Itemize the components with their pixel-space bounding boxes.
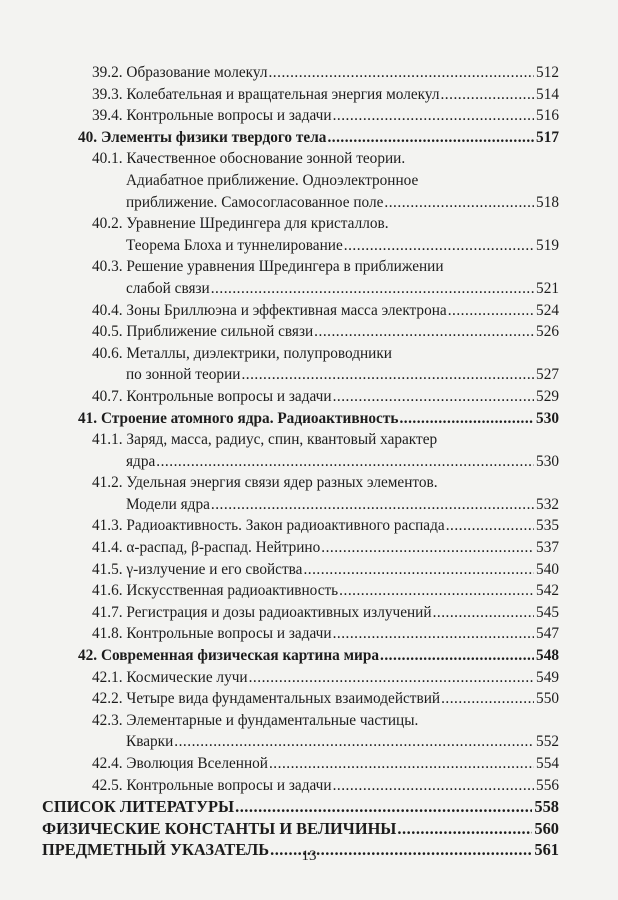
toc-page-number: 540 xyxy=(536,560,559,578)
toc-line xyxy=(0,796,618,818)
toc-page-number: 547 xyxy=(536,625,559,643)
toc-page-number: 529 xyxy=(536,387,559,405)
toc-section-entry xyxy=(0,321,618,343)
toc-section-entry xyxy=(0,515,618,537)
toc-page-number: 532 xyxy=(536,495,559,513)
dot-leader xyxy=(321,537,534,559)
dot-leader xyxy=(314,321,534,343)
dot-leader xyxy=(380,645,534,667)
toc-page-number: 530 xyxy=(536,452,559,470)
toc-entry-title: 42.1. Космические лучи xyxy=(92,668,248,686)
toc-page-number: 558 xyxy=(534,797,559,817)
toc-entry-title: 40.6. Металлы, диэлектрики, полупроводники xyxy=(92,344,392,362)
toc-line xyxy=(0,386,618,408)
toc-line xyxy=(0,213,618,235)
toc-page-number: 561 xyxy=(534,840,559,860)
toc-page-number: 549 xyxy=(536,668,559,686)
toc-entry-title: 40.5. Приближение сильной связи xyxy=(92,323,314,341)
toc-page-number: 524 xyxy=(536,301,559,319)
dot-leader xyxy=(235,796,532,818)
toc-entry-title: 40.4. Зоны Бриллюэна и эффективная масса электрона xyxy=(92,301,447,319)
dot-leader xyxy=(333,386,534,408)
toc-section-entry xyxy=(0,429,618,472)
toc-line xyxy=(0,818,618,840)
toc-entry-title: 40.1. Качественное обоснование зонной теории. xyxy=(92,150,406,168)
toc-line xyxy=(0,559,618,581)
toc-line xyxy=(0,451,618,473)
toc-entry-title: Модели ядра xyxy=(126,495,210,513)
toc-entry-title: 42. Современная физическая картина мира xyxy=(78,647,380,665)
table-of-contents xyxy=(0,62,618,861)
toc-entry-title: приближение. Самосогласованное поле xyxy=(126,193,384,211)
toc-entry-title: 40. Элементы физики твердого тела xyxy=(78,128,327,146)
toc-entry-title: ядра xyxy=(126,452,156,470)
dot-leader xyxy=(303,559,534,581)
toc-line xyxy=(0,494,618,516)
toc-entry-title: ФИЗИЧЕСКИЕ КОНСТАНТЫ И ВЕЛИЧИНЫ xyxy=(42,818,397,838)
dot-leader xyxy=(241,364,534,386)
toc-line xyxy=(0,472,618,494)
toc-section-entry xyxy=(0,688,618,710)
toc-line xyxy=(0,775,618,797)
toc-line xyxy=(0,256,618,278)
dot-leader xyxy=(333,775,534,797)
toc-section-entry xyxy=(0,559,618,581)
toc-entry-title: 42.3. Элементарные и фундаментальные частицы. xyxy=(92,711,419,729)
dot-leader xyxy=(249,667,534,689)
toc-entry-title: 41.3. Радиоактивность. Закон радиоактивного распада xyxy=(92,517,445,535)
toc-page-number: 516 xyxy=(536,107,559,125)
toc-entry-title: 41.1. Заряд, масса, радиус, спин, квантовый характер xyxy=(92,431,438,449)
toc-entry-title: 42.2. Четыре вида фундаментальных взаимодействий xyxy=(92,690,441,708)
dot-leader xyxy=(433,602,534,624)
toc-entry-title: 42.5. Контрольные вопросы и задачи xyxy=(92,776,332,794)
dot-leader xyxy=(399,408,534,430)
toc-entry-title: 41.8. Контрольные вопросы и задачи xyxy=(92,625,332,643)
toc-section-entry xyxy=(0,256,618,299)
toc-entry-title: 40.7. Контрольные вопросы и задачи xyxy=(92,387,332,405)
dot-leader xyxy=(448,300,534,322)
toc-entry-title: 42.4. Эволюция Вселенной xyxy=(92,755,268,772)
toc-line xyxy=(0,127,618,149)
toc-section-entry xyxy=(0,213,618,256)
dot-leader xyxy=(440,84,534,106)
dot-leader xyxy=(339,580,534,602)
toc-line xyxy=(0,515,618,537)
dot-leader xyxy=(327,127,534,149)
toc-entry-title: 41.7. Регистрация и дозы радиоактивных излучений xyxy=(92,603,432,621)
dot-leader xyxy=(441,688,534,710)
toc-page-number: 545 xyxy=(536,603,559,621)
dot-leader xyxy=(211,278,534,300)
toc-line xyxy=(0,580,618,602)
toc-entry-title: СПИСОК ЛИТЕРАТУРЫ xyxy=(42,797,235,817)
dot-leader xyxy=(174,731,534,753)
toc-line xyxy=(0,62,618,84)
page-number: 13 xyxy=(301,848,317,864)
dot-leader xyxy=(268,62,534,84)
toc-line xyxy=(0,84,618,106)
toc-page-number: 517 xyxy=(536,128,559,146)
toc-entry-title: 41.2. Удельная энергия связи ядер разных элементов. xyxy=(92,474,438,492)
toc-line xyxy=(0,408,618,430)
toc-line xyxy=(0,710,618,732)
dot-leader xyxy=(344,235,534,257)
toc-page-number: 518 xyxy=(536,193,559,211)
toc-entry-title: 41.6. Искусственная радиоактивность xyxy=(92,582,339,600)
toc-line xyxy=(0,667,618,689)
toc-top-entry xyxy=(0,796,618,818)
toc-section-entry xyxy=(0,343,618,386)
toc-section-entry xyxy=(0,580,618,602)
toc-page-number: 514 xyxy=(536,85,559,103)
toc-entry-title: 39.3. Колебательная и вращательная энергия молекул xyxy=(92,85,440,103)
toc-top-entry xyxy=(0,818,618,840)
dot-leader xyxy=(269,753,534,775)
toc-entry-title: 39.2. Образование молекул xyxy=(92,64,268,81)
toc-line xyxy=(0,429,618,451)
dot-leader xyxy=(211,494,534,516)
toc-section-entry xyxy=(0,105,618,127)
toc-entry-title: по зонной теории xyxy=(126,366,241,384)
toc-entry-title: 39.4. Контрольные вопросы и задачи xyxy=(92,107,332,125)
toc-page-number: 527 xyxy=(536,366,559,384)
toc-entry-title: 41. Строение атомного ядра. Радиоактивность xyxy=(78,409,399,427)
toc-entry-title: Адиабатное приближение. Одноэлектронное xyxy=(126,171,419,189)
toc-section-entry xyxy=(0,623,618,645)
toc-page-number: 548 xyxy=(536,647,559,665)
toc-section-entry xyxy=(0,753,618,775)
toc-entry-title: 40.3. Решение уравнения Шредингера в приближении xyxy=(92,258,444,276)
toc-section-entry xyxy=(0,148,618,213)
toc-line xyxy=(0,192,618,214)
toc-line xyxy=(0,537,618,559)
toc-section-entry xyxy=(0,667,618,689)
toc-entry-title: 41.4. α-распад, β-распад. Нейтрино xyxy=(92,539,321,557)
toc-chapter-entry xyxy=(0,127,618,149)
toc-page-number: 552 xyxy=(536,733,559,751)
toc-page-number: 530 xyxy=(536,409,559,427)
toc-line xyxy=(0,300,618,322)
toc-page-number: 542 xyxy=(536,582,559,600)
toc-section-entry xyxy=(0,710,618,753)
toc-section-entry xyxy=(0,62,618,84)
dot-leader xyxy=(446,515,534,537)
toc-section-entry xyxy=(0,602,618,624)
dot-leader xyxy=(333,105,534,127)
toc-section-entry xyxy=(0,84,618,106)
toc-line xyxy=(0,343,618,365)
toc-entry-title: ПРЕДМЕТНЫЙ УКАЗАТЕЛЬ xyxy=(42,840,270,860)
toc-page-number: 550 xyxy=(536,690,559,708)
toc-entry-title: 40.2. Уравнение Шредингера для кристаллов. xyxy=(92,215,389,233)
toc-section-entry xyxy=(0,537,618,559)
dot-leader xyxy=(384,192,534,214)
toc-line xyxy=(0,753,618,775)
toc-page-number: 512 xyxy=(536,64,559,81)
toc-page-number: 519 xyxy=(536,236,559,254)
toc-entry-title: Кварки xyxy=(126,733,174,751)
toc-line xyxy=(0,148,618,170)
toc-line xyxy=(0,278,618,300)
toc-page-number: 526 xyxy=(536,323,559,341)
toc-line xyxy=(0,235,618,257)
toc-page-number: 554 xyxy=(536,755,559,772)
toc-line xyxy=(0,105,618,127)
toc-line xyxy=(0,623,618,645)
toc-section-entry xyxy=(0,775,618,797)
toc-entry-title: слабой связи xyxy=(126,279,210,297)
toc-line xyxy=(0,688,618,710)
toc-line xyxy=(0,645,618,667)
toc-entry-title: Теорема Блоха и туннелирование xyxy=(126,236,343,254)
toc-entry-title: 41.5. γ-излучение и его свойства xyxy=(92,560,303,578)
toc-section-entry xyxy=(0,472,618,515)
toc-line xyxy=(0,170,618,192)
toc-line xyxy=(0,364,618,386)
dot-leader xyxy=(156,451,534,473)
toc-line xyxy=(0,731,618,753)
toc-page-number: 535 xyxy=(536,517,559,535)
toc-page-number: 556 xyxy=(536,776,559,794)
toc-page-number: 521 xyxy=(536,279,559,297)
toc-section-entry xyxy=(0,386,618,408)
dot-leader xyxy=(397,818,532,840)
toc-page-number: 560 xyxy=(534,818,559,838)
toc-line xyxy=(0,321,618,343)
dot-leader xyxy=(333,623,534,645)
toc-page-number: 537 xyxy=(536,539,559,557)
toc-chapter-entry xyxy=(0,645,618,667)
toc-chapter-entry xyxy=(0,408,618,430)
toc-line xyxy=(0,602,618,624)
toc-section-entry xyxy=(0,300,618,322)
